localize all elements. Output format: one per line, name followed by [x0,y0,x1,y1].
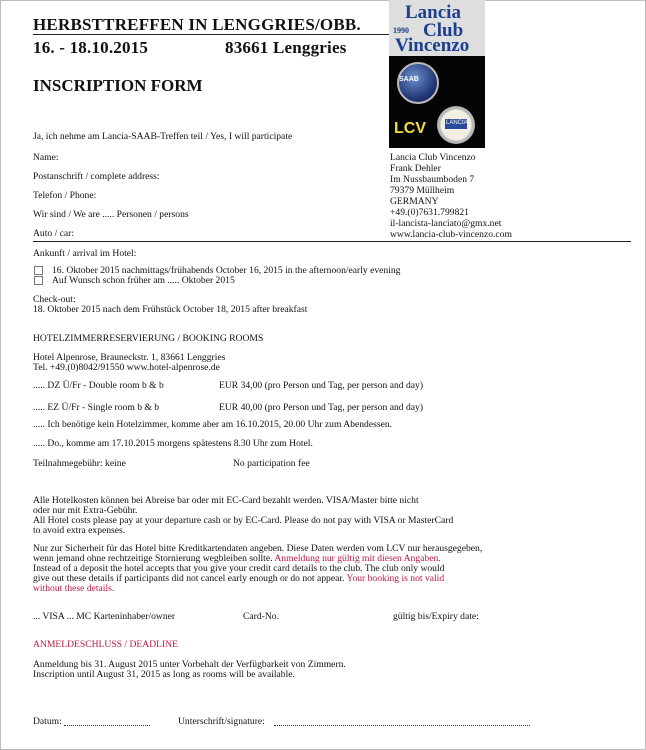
contact-phone: +49.(0)7631.799821 [390,207,469,218]
card-type-label: ... VISA ... MC Karteninhaber/owner [33,611,176,622]
security-line2-text: wenn jemand ohne rechtzeitige Stornierung wegbleiben sollte. [33,553,275,564]
no-room-option: ..... Ich benötige kein Hotelzimmer, komme aber am 16.10.2015, 20.00 Uhr zum Abendessen. [33,419,393,430]
single-room-price: EUR 40,00 (pro Person und Tag, per person and day) [219,402,424,413]
logo-text-club: Club [423,20,464,41]
contact-line: Im Nussbaumboden 7 [390,174,475,185]
phone-field-label: Telefon / Phone: [33,190,97,201]
car-field-label: Auto / car: [33,228,75,239]
event-dates: 16. - 18.10.2015 [33,38,149,57]
contact-line: Lancia Club Vincenzo [390,152,476,163]
name-field-label: Name: [33,152,59,163]
payment-en-line1: All Hotel costs please pay at your departure cash or by EC-Card. Please do not pay with VISA or MasterCard [33,515,454,526]
payment-de-line1: Alle Hotelkosten können bei Abreise bar oder mit EC-Card bezahlt werden. VISA/Master bitte nicht [33,495,419,506]
date-line[interactable] [64,725,150,726]
date-label: Datum: [33,716,62,727]
contact-email[interactable]: il-lancista-lanciato@gmx.net [390,218,502,229]
checkout-time: 18. Oktober 2015 nach dem Frühstück October 18, 2015 after breakfast [33,304,308,315]
saab-emblem-text: SAAB [399,76,419,83]
contact-website[interactable]: www.lancia-club-vincenzo.com [390,229,512,240]
logo-text-lancia: Lancia [405,2,461,23]
lancia-badge-icon [437,106,475,144]
security-line5-warning: without these details. [33,583,115,594]
title-underline [33,34,389,35]
form-title: INSCRIPTION FORM [33,76,203,95]
signature-line[interactable] [274,725,530,726]
hotel-address: Hotel Alpenrose, Brauneckstr. 1, 83661 Lenggries [33,352,226,363]
saab-lcv-logo-panel [389,56,485,148]
security-line2-warning: Anmeldung nur gültig mit diesen Angaben. [274,553,441,564]
contact-line: Frank Dehler [390,163,441,174]
address-field-label: Postanschrift / complete address: [33,171,160,182]
saab-emblem-icon [397,62,439,104]
security-line4-warning: Your booking is not valid [346,573,445,584]
fee-english: No participation fee [233,458,310,469]
event-place: 83661 Lenggries [225,38,347,57]
double-room-price: EUR 34,00 (pro Person und Tag, per person and day) [219,380,424,391]
participate-statement: Ja, ich nehme am Lancia-SAAB-Treffen teil / Yes, I will participate [33,131,293,142]
persons-field-label: Wir sind / We are ..... Personen / persons [33,209,189,220]
booking-heading: HOTELZIMMERRESERVIERUNG / BOOKING ROOMS [33,333,264,344]
lancia-badge-text: LANCIA [446,120,468,126]
hotel-contact: Tel. +49.(0)8042/91550 www.hotel-alpenrose.de [33,362,220,373]
lcv-logo-text: LCV [394,120,426,137]
deadline-heading: ANMELDESCHLUSS / DEADLINE [33,639,178,650]
single-room-option: ..... EZ Ü/Fr - Single room b & b [33,402,160,413]
signature-label: Unterschrift/signature: [178,716,265,727]
payment-en-line2: to avoid extra expenses. [33,525,126,536]
arrival-option2-label: Auf Wunsch schon früher am ..... Oktober 2015 [52,275,235,286]
payment-de-line2: oder nur mit Extra-Gebühr. [33,505,138,516]
card-number-label: Card-No. [243,611,279,622]
arrival-heading: Ankunft / arrival im Hotel: [33,248,137,259]
arrival-option1-label: 16. Oktober 2015 nachmittags/frühabends October 16, 2015 in the afternoon/early evening [52,265,401,276]
logo-text-year: 1990 [393,26,409,35]
fee-label: Teilnahmegebühr: keine [33,458,126,469]
security-line3: Instead of a deposit the hotel accepts that you give your credit card details to the club. The club only would [33,563,445,574]
double-room-option: ..... DZ Ü/Fr - Double room b & b [33,380,164,391]
logo-text-vincenzo: Vincenzo [395,35,470,56]
deadline-en: Inscription until August 31, 2015 as long as rooms will be available. [33,669,295,680]
checkout-label: Check-out: [33,294,76,305]
contact-line: GERMANY [390,196,439,207]
contact-line: 79379 Müllheim [390,185,455,196]
deadline-de: Anmeldung bis 31. August 2015 unter Vorbehalt der Verfügbarkeit von Zimmern. [33,659,346,670]
form-divider [33,241,631,242]
card-expiry-label: gültig bis/Expiry date: [393,611,479,622]
arrival-option2-checkbox[interactable] [34,276,43,285]
security-line1: Nur zur Sicherheit für das Hotel bitte Kreditkartendaten angeben. Diese Daten werden vom LCV nur herausgegeben, [33,543,483,554]
security-line4-text: give out these details if participants did not cancel early enough or do not appear. [33,573,347,584]
lancia-club-vincenzo-logo [389,0,485,56]
event-title: HERBSTTREFFEN IN LENGGRIES/OBB. [33,15,361,34]
thursday-option: ..... Do., komme am 17.10.2015 morgens spätestens 8.30 Uhr zum Hotel. [33,438,313,449]
arrival-option1-checkbox[interactable] [34,266,43,275]
